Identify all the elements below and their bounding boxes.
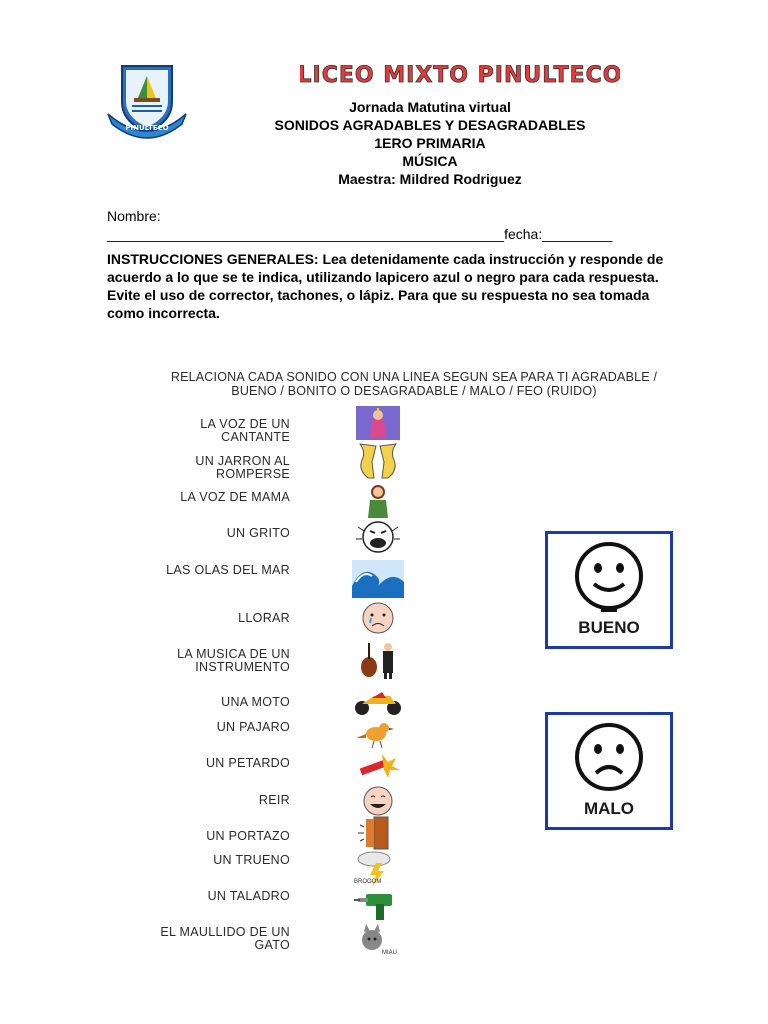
bird-icon <box>352 718 404 754</box>
sound-label-line: LA VOZ DE UN <box>200 417 290 431</box>
sound-label-line: UN JARRON AL <box>195 454 290 468</box>
cat-icon <box>352 922 404 958</box>
sound-label-line: UNA MOTO <box>221 695 290 709</box>
nombre-label: Nombre: <box>107 208 161 224</box>
sound-label-line: LLORAR <box>238 611 290 625</box>
cello-icon <box>352 641 404 677</box>
mother-icon <box>352 484 404 520</box>
bad-face-box <box>545 712 673 830</box>
thunder-text: BROOOM <box>354 879 382 885</box>
smiley-face-icon <box>548 534 670 614</box>
sound-label-line: UN GRITO <box>226 526 290 540</box>
sound-label <box>180 491 290 504</box>
singer-icon <box>352 406 404 442</box>
crest-banner-text: PINULTECO <box>125 124 169 132</box>
sound-label-line: LA MUSICA DE UN <box>177 647 290 661</box>
sound-label-line: LAS OLAS DEL MAR <box>166 563 290 577</box>
bad-label: MALO <box>583 799 635 818</box>
sound-label <box>227 527 290 540</box>
sound-label <box>208 890 290 903</box>
thunder-icon <box>352 849 404 885</box>
sound-label <box>213 854 290 867</box>
sound-label <box>160 926 290 952</box>
header-line-grade: 1ERO PRIMARIA <box>374 135 486 151</box>
good-face-box <box>545 531 673 649</box>
sound-label-line: CANTANTE <box>221 430 290 444</box>
header-line-jornada: Jornada Matutina virtual <box>349 99 511 115</box>
sound-label <box>200 418 290 444</box>
scream-icon <box>352 519 404 555</box>
sound-label-line: UN TRUENO <box>213 853 290 867</box>
crying-face-icon <box>352 601 404 637</box>
sound-label-line: UN PORTAZO <box>206 829 290 843</box>
sound-label <box>259 794 290 807</box>
fecha-line: ___________________________________________________fecha:_________ <box>107 226 613 242</box>
broken-vase-icon <box>352 442 404 478</box>
sound-label-line: EL MAULLIDO DE UN <box>160 925 290 939</box>
header-line-subject-topic: SONIDOS AGRADABLES Y DESAGRADABLES <box>274 117 586 133</box>
wave-icon <box>352 560 404 596</box>
sound-label-line: LA VOZ DE MAMA <box>180 490 290 504</box>
door-slam-icon <box>352 815 404 851</box>
worksheet-title-line1: RELACIONA CADA SONIDO CON UNA LINEA SEGUN SEA PARA TI AGRADABLE / <box>170 370 658 384</box>
sound-label <box>177 648 290 674</box>
sound-label-line: UN PAJARO <box>216 720 290 734</box>
sound-labels-column <box>120 0 290 1024</box>
sound-label-line: ROMPERSE <box>216 467 290 481</box>
firecracker-icon <box>352 750 404 786</box>
sound-label-line: REIR <box>258 793 290 807</box>
sound-label <box>238 612 290 625</box>
sound-label <box>206 757 290 770</box>
sound-label <box>206 830 290 843</box>
sound-label <box>195 455 290 481</box>
school-name-title <box>300 60 620 88</box>
cat-text: MIAU <box>382 950 397 956</box>
header-line-subject: MÚSICA <box>402 153 458 169</box>
sound-label <box>217 721 290 734</box>
sound-label-line: INSTRUMENTO <box>195 660 290 674</box>
header-line-teacher: Maestra: Mildred Rodriguez <box>338 171 522 187</box>
school-name-text: LICEO MIXTO PINULTECO <box>300 63 620 88</box>
general-instructions: INSTRUCCIONES GENERALES: Lea detenidamente cada instrucción y responde de acuerdo a lo que se te indica, utilizando lapicero azul o negro para cada respuesta. Evite el uso de corrector, tachones, o lápiz. Para que su respuesta no sea tomada como incorrecta. <box>107 251 664 321</box>
sound-label <box>221 696 290 709</box>
sound-label-line: UN PETARDO <box>205 756 290 770</box>
sound-label-line: UN TALADRO <box>207 889 290 903</box>
drill-icon <box>352 888 404 924</box>
worksheet-title-line2: BUENO / BONITO O DESAGRADABLE / MALO / FEO (RUIDO) <box>231 384 597 398</box>
sound-label-line: GATO <box>254 938 290 952</box>
sound-label <box>166 564 290 577</box>
good-label: BUENO <box>578 618 640 637</box>
sad-face-icon <box>548 715 670 795</box>
